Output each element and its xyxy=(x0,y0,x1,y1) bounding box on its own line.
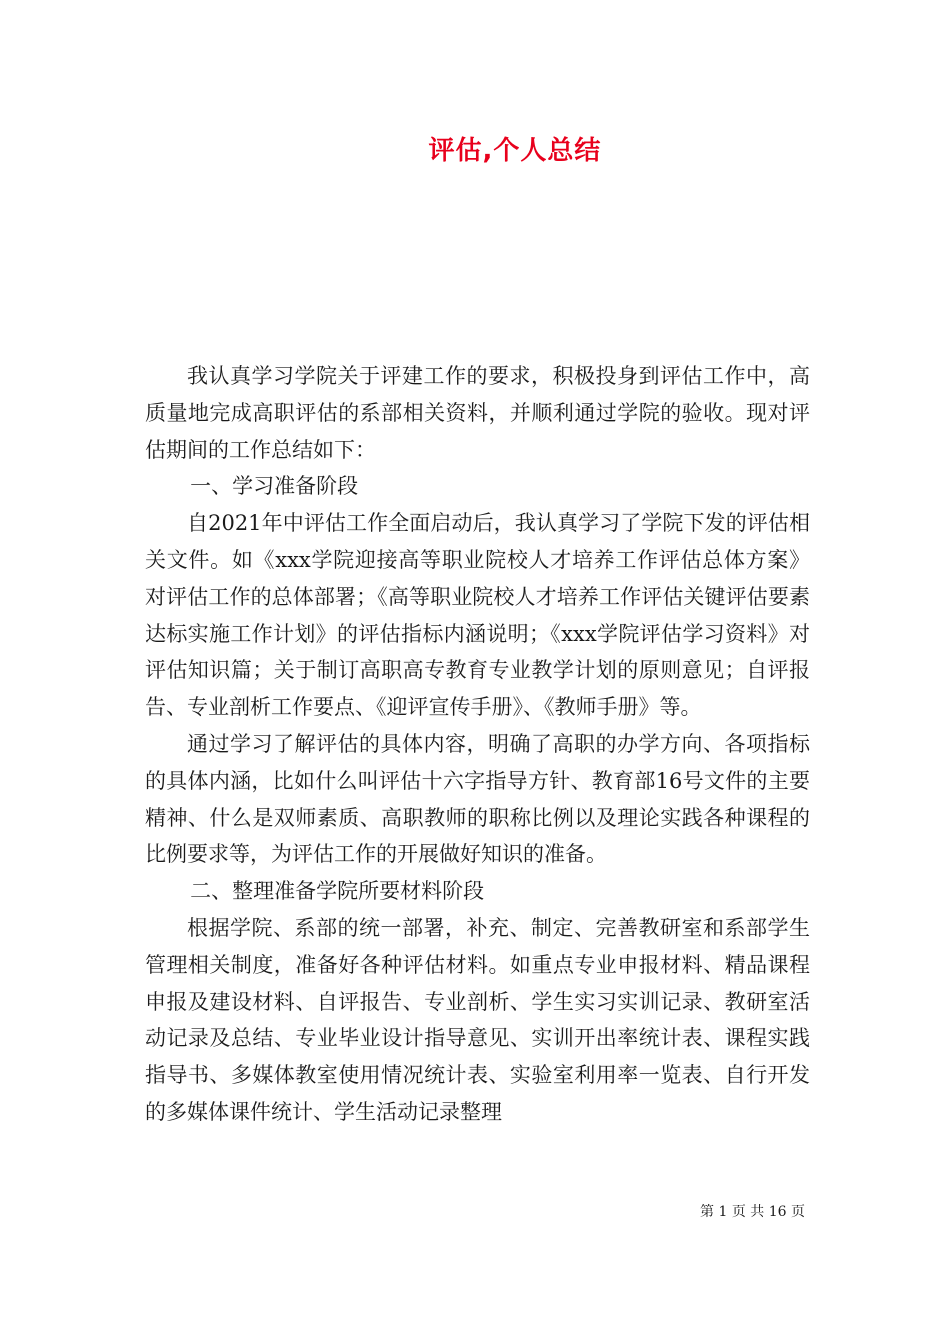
document-body xyxy=(145,358,810,1131)
body-paragraph: 通过学习了解评估的具体内容，明确了高职的办学方向、各项指标的具体内涵，比如什么叫评估十六字指导方针、教育部16号文件的主要精神、什么是双师素质、高职教师的职称比例以及理论实践各种课程的比例要求等，为评估工作的开展做好知识的准备。 xyxy=(145,731,810,867)
intro-paragraph: 我认真学习学院关于评建工作的要求，积极投身到评估工作中，高质量地完成高职评估的系部相关资料，并顺利通过学院的验收。现对评估期间的工作总结如下： xyxy=(145,364,810,462)
section-heading-1: 一、学习准备阶段 xyxy=(190,474,359,499)
body-paragraph: 根据学院、系部的统一部署，补充、制定、完善教研室和系部学生管理相关制度，准备好各种评估材料。如重点专业申报材料、精品课程申报及建设材料、自评报告、专业剖析、学生实习实训记录、教研室活动记录及总结、专业毕业设计指导意见、实训开出率统计表、课程实践指导书、多媒体教室使用情况统计表、实验室利用率一览表、自行开发的多媒体课件统计、学生活动记录整理 xyxy=(145,915,810,1124)
body-paragraph: 自2021年中评估工作全面启动后，我认真学习了学院下发的评估相关文件。如《xxx学院迎接高等职业院校人才培养工作评估总体方案》对评估工作的总体部署；《高等职业院校人才培养工作评估关键评估要素达标实施工作计划》的评估指标内涵说明；《xxx学院评估学习资料》对评估知识篇；关于制订高职高专教育专业教学计划的原则意见；自评报告、专业剖析工作要点、《迎评宣传手册》、《教师手册》等。 xyxy=(145,511,810,720)
page-number-footer: 第 1 页 共 16 页 xyxy=(700,1204,805,1220)
section-heading-2: 二、整理准备学院所要材料阶段 xyxy=(190,879,485,904)
page-title: 评估,个人总结 xyxy=(428,136,602,166)
